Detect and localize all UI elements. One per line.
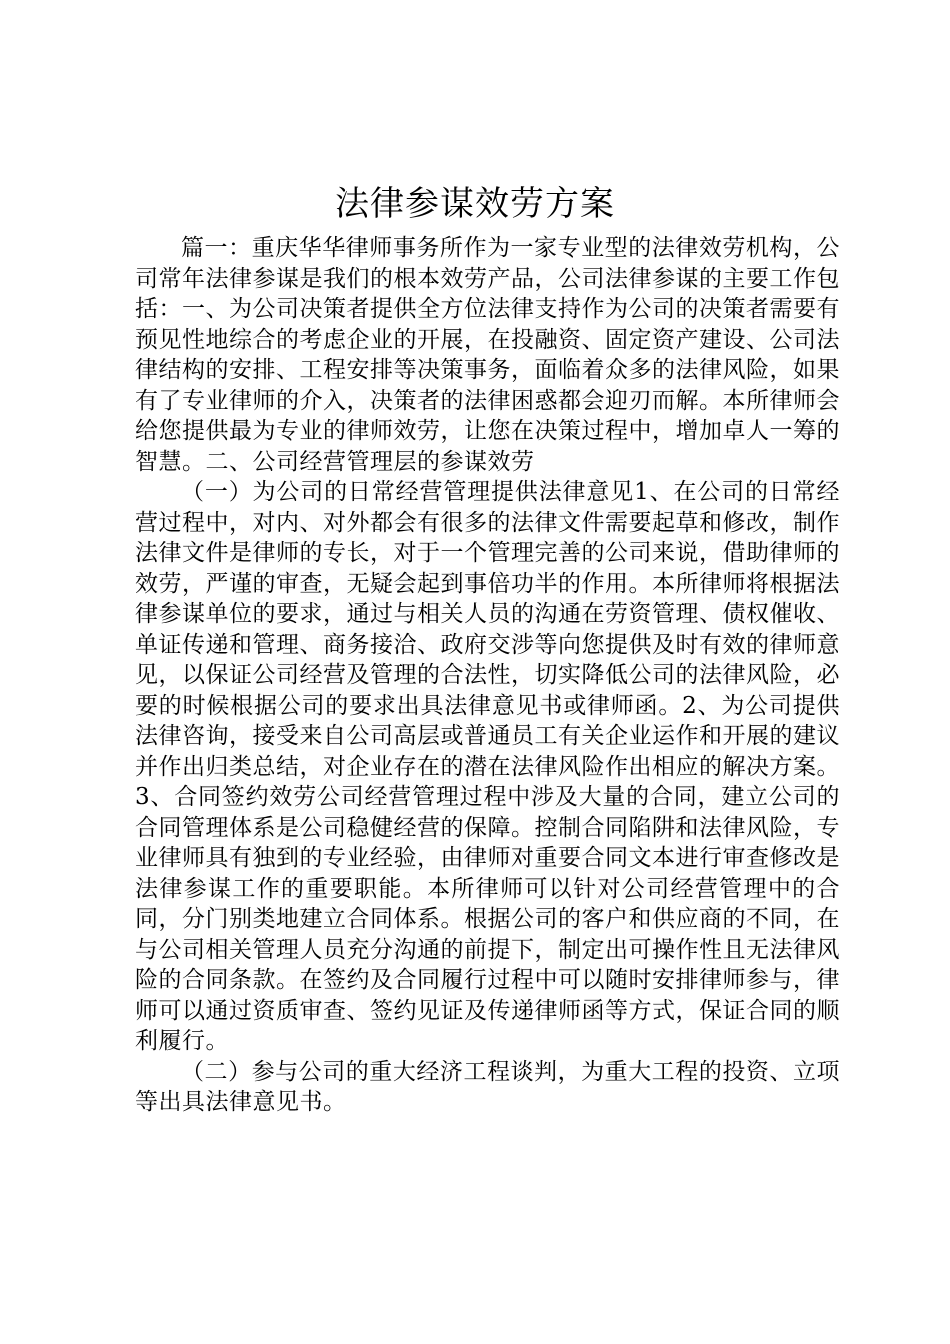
document-body	[135, 233, 840, 1118]
paragraph-section-2: （二）参与公司的重大经济工程谈判，为重大工程的投资、立项等出具法律意见书。	[135, 1058, 840, 1115]
paragraph-intro: 篇一：重庆华华律师事务所作为一家专业型的法律效劳机构，公司常年法律参谋是我们的根本效劳产品，公司法律参谋的主要工作包括：一、为公司决策者提供全方位法律支持作为公司的决策者需要有预见性地综合的考虑企业的开展，在投融资、固定资产建设、公司法律结构的安排、工程安排等决策事务，面临着众多的法律风险，如果有了专业律师的介入，决策者的法律困惑都会迎刃而解。本所律师会给您提供最为专业的律师效劳，让您在决策过程中，增加卓人一筹的智慧。二、公司经营管理层的参谋效劳	[135, 235, 840, 475]
paragraph-section-1: （一）为公司的日常经营管理提供法律意见1、在公司的日常经营过程中，对内、对外都会有很多的法律文件需要起草和修改，制作法律文件是律师的专长，对于一个管理完善的公司来说，借助律师的效劳，严谨的审查，无疑会起到事倍功半的作用。本所律师将根据法律参谋单位的要求，通过与相关人员的沟通在劳资管理、债权催收、单证传递和管理、商务接洽、政府交涉等向您提供及时有效的律师意见，以保证公司经营及管理的合法性，切实降低公司的法律风险，必要的时候根据公司的要求出具法律意见书或律师函。2、为公司提供法律咨询，接受来自公司高层或普通员工有关企业运作和开展的建议并作出归类总结，对企业存在的潜在法律风险作出相应的解决方案。3、合同签约效劳公司经营管理过程中涉及大量的合同，建立公司的合同管理体系是公司稳健经营的保障。控制合同陷阱和法律风险，专业律师具有独到的专业经验，由律师对重要合同文本进行审查修改是法律参谋工作的重要职能。本所律师可以针对公司经营管理中的合同，分门别类地建立合同体系。根据公司的客户和供应商的不同，在与公司相关管理人员充分沟通的前提下，制定出可操作性且无法律风险的合同条款。在签约及合同履行过程中可以随时安排律师参与，律师可以通过资质审查、签约见证及传递律师函等方式，保证合同的顺利履行。	[135, 479, 840, 1054]
document-title: 法律参谋效劳方案	[335, 184, 615, 224]
